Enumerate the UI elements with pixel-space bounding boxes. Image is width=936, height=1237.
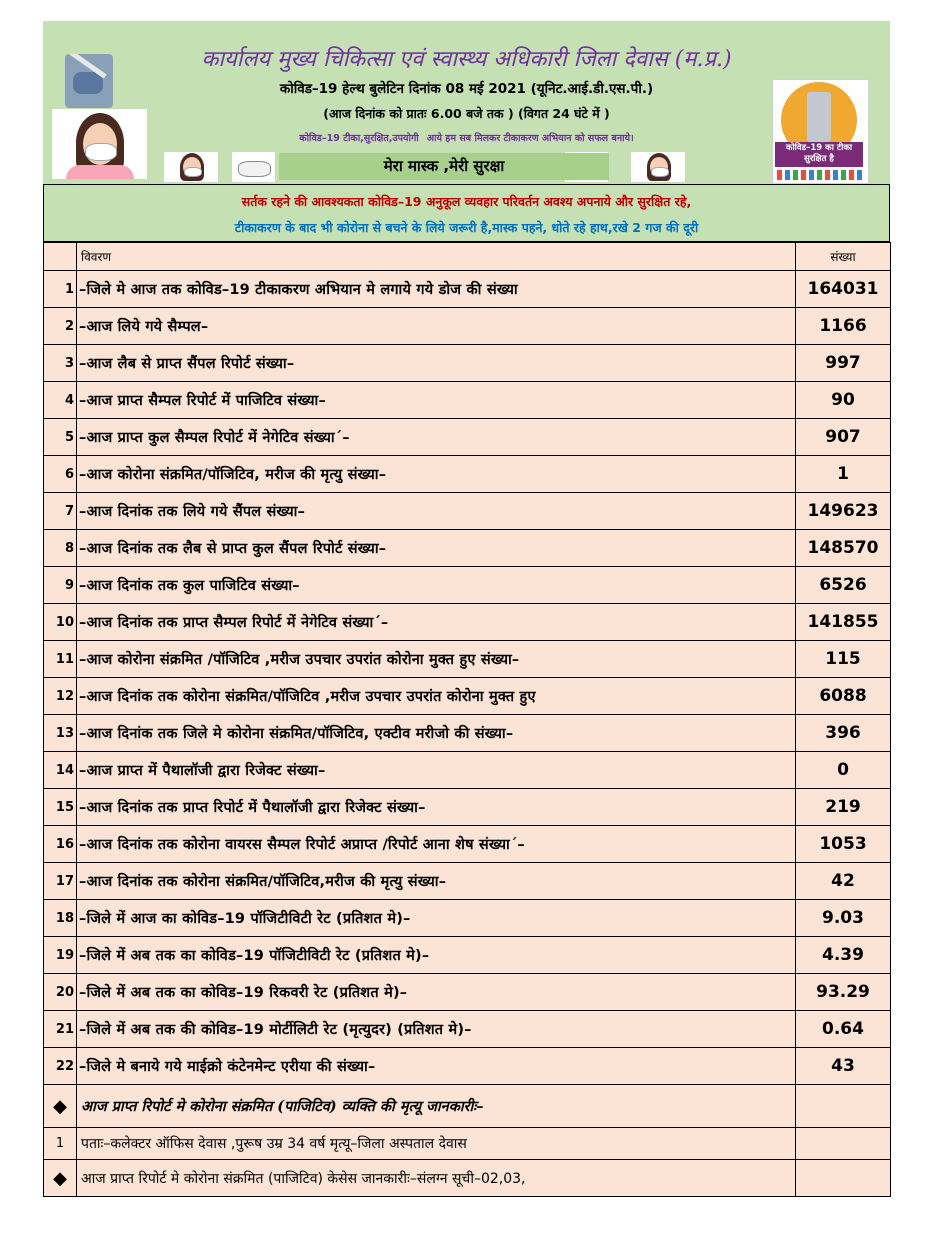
death-info-heading-row bbox=[44, 1085, 891, 1128]
row-number: 3 bbox=[44, 345, 77, 382]
row-value: 6088 bbox=[796, 678, 891, 715]
cases-info-row bbox=[44, 1160, 891, 1197]
bulletin-time-line: (आज दिनांक को प्रातः 6.00 बजे तक ) (विगत 24 घंटे में ) bbox=[323, 106, 610, 121]
table-row bbox=[44, 567, 891, 604]
advisory-notice bbox=[43, 184, 890, 242]
row-number: 12 bbox=[44, 678, 77, 715]
row-description: –आज दिनांक तक कोरोना संक्रमित/पॉजिटिव ,मरीज उपचार उपरांत कोरोना मुक्त हुए bbox=[77, 678, 796, 715]
row-number: 11 bbox=[44, 641, 77, 678]
table-row bbox=[44, 863, 891, 900]
row-number: 4 bbox=[44, 382, 77, 419]
row-value: 1166 bbox=[796, 308, 891, 345]
row-description: –आज दिनांक तक कोरोना वायरस सैम्पल रिपोर्ट अप्राप्त /रिपोर्ट आना शेष संख्या´– bbox=[77, 826, 796, 863]
diamond-bullet-icon: ◆ bbox=[44, 1085, 77, 1128]
row-description: –जिले में अब तक का कोविड–19 रिकवरी रेट (प्रतिशत मे)– bbox=[77, 974, 796, 1011]
header-desc-cell: विवरण bbox=[77, 243, 796, 271]
vaccine-slogan-line bbox=[43, 131, 890, 144]
row-value: 1053 bbox=[796, 826, 891, 863]
row-value: 9.03 bbox=[796, 900, 891, 937]
row-value: 907 bbox=[796, 419, 891, 456]
table-row bbox=[44, 974, 891, 1011]
row-description: –जिले मे आज तक कोविड–19 टीकाकरण अभियान मे लगाये गये डोज की संख्या bbox=[77, 271, 796, 308]
row-number: 19 bbox=[44, 937, 77, 974]
row-value: 90 bbox=[796, 382, 891, 419]
row-value: 164031 bbox=[796, 271, 891, 308]
row-description: –आज दिनांक तक कुल पाजिटिव संख्या– bbox=[77, 567, 796, 604]
table-row bbox=[44, 641, 891, 678]
advisory-line1: सर्तक रहने की आवश्यकता कोविड–19 अनुकूल व्यवहार परिवर्तन अवश्य अपनाये और सुरक्षित रहे, bbox=[241, 194, 692, 209]
table-row bbox=[44, 789, 891, 826]
row-description: –जिले में आज का कोविड–19 पॉजिटीविटी रेट (प्रतिशत मे)– bbox=[77, 900, 796, 937]
row-description: –आज प्राप्त सैम्पल रिपोर्ट में पाजिटिव संख्या– bbox=[77, 382, 796, 419]
row-description: –आज कोरोना संक्रमित/पॉजिटिव, मरीज की मृत्यु संख्या– bbox=[77, 456, 796, 493]
office-title: कार्यालय मुख्य चिकित्सा एवं स्वास्थ्य अधिकारी जिला देवास (म.प्र.) bbox=[201, 47, 732, 72]
bulletin-date-line: कोविड–19 हेल्थ बुलेटिन दिनांक 08 मई 2021 (यूनिट.आई.डी.एस.पी.) bbox=[279, 81, 654, 97]
death-detail-text: पताः–कलेक्टर ऑफिस देवास ,पुरूष उम्र 34 वर्ष मृत्यू–जिला अस्पताल देवास bbox=[77, 1128, 796, 1160]
death-info-heading: आज प्राप्त रिपोर्ट मे कोरोना संक्रमित (पाजिटिव) व्यक्ति की मृत्यू जानकारीः– bbox=[77, 1085, 796, 1128]
row-description: –आज कोरोना संक्रमित /पॉजिटिव ,मरीज उपचार उपरांत कोरोना मुक्त हुए संख्या– bbox=[77, 641, 796, 678]
row-value: 115 bbox=[796, 641, 891, 678]
table-row bbox=[44, 900, 891, 937]
row-number: 7 bbox=[44, 493, 77, 530]
header-num-cell bbox=[44, 243, 77, 271]
row-number: 20 bbox=[44, 974, 77, 1011]
table-row bbox=[44, 715, 891, 752]
row-number: 2 bbox=[44, 308, 77, 345]
table-row bbox=[44, 382, 891, 419]
row-value: 149623 bbox=[796, 493, 891, 530]
row-number: 5 bbox=[44, 419, 77, 456]
row-description: –आज दिनांक तक प्राप्त सैम्पल रिपोर्ट में नेगेटिव संख्या´– bbox=[77, 604, 796, 641]
row-value: 1 bbox=[796, 456, 891, 493]
diamond-bullet-icon: ◆ bbox=[44, 1160, 77, 1197]
row-description: –आज दिनांक तक प्राप्त रिपोर्ट में पैथालॉजी द्वारा रिजेक्ट संख्या– bbox=[77, 789, 796, 826]
empty-cell bbox=[796, 1160, 891, 1197]
statistics-table bbox=[43, 242, 891, 1197]
row-description: –आज प्राप्त में पैथालॉजी द्वारा रिजेक्ट संख्या– bbox=[77, 752, 796, 789]
table-header-row bbox=[44, 243, 891, 271]
row-value: 6526 bbox=[796, 567, 891, 604]
cases-info-text: आज प्राप्त रिपोर्ट मे कोरोना संक्रमित (पाजिटिव) केसेस जानकारीः–संलग्न सूची–02,03, bbox=[77, 1160, 796, 1197]
table-row bbox=[44, 826, 891, 863]
row-value: 148570 bbox=[796, 530, 891, 567]
empty-cell bbox=[796, 1128, 891, 1160]
vaccine-slogan-a: कोविड–19 टीका,सुरक्षित,उपयोगी bbox=[299, 133, 419, 144]
row-description: –आज लैब से प्राप्त सैंपल रिपोर्ट संख्या– bbox=[77, 345, 796, 382]
badge-ribbon bbox=[775, 142, 863, 167]
mask-slogan: मेरा मास्क ,मेरी सुरक्षा bbox=[279, 153, 609, 180]
empty-cell bbox=[796, 1085, 891, 1128]
row-number: 18 bbox=[44, 900, 77, 937]
row-number: 16 bbox=[44, 826, 77, 863]
row-value: 0 bbox=[796, 752, 891, 789]
row-number: 17 bbox=[44, 863, 77, 900]
row-number: 10 bbox=[44, 604, 77, 641]
table-row bbox=[44, 419, 891, 456]
row-number: 21 bbox=[44, 1011, 77, 1048]
advisory-line2: टीकाकरण के बाद भी कोरोना से बचने के लिये जरूरी है,मास्क पहने, धोते रहे हाथ,रखे 2 गज की दूरी bbox=[234, 220, 699, 235]
badge-line1: कोविड–19 का टीका bbox=[785, 143, 853, 153]
table-row bbox=[44, 345, 891, 382]
row-description: –आज लिये गये सैम्पल– bbox=[77, 308, 796, 345]
row-value: 396 bbox=[796, 715, 891, 752]
row-value: 93.29 bbox=[796, 974, 891, 1011]
table-row bbox=[44, 1011, 891, 1048]
row-number: 15 bbox=[44, 789, 77, 826]
row-description: –आज दिनांक तक लैब से प्राप्त कुल सैंपल रिपोर्ट संख्या– bbox=[77, 530, 796, 567]
header-value-cell: संख्या bbox=[796, 243, 891, 271]
row-number: 22 bbox=[44, 1048, 77, 1085]
table-row bbox=[44, 271, 891, 308]
row-description: –जिले में अब तक का कोविड–19 पॉजिटीविटी रेट (प्रतिशत मे)– bbox=[77, 937, 796, 974]
table-row bbox=[44, 530, 891, 567]
table-row bbox=[44, 1048, 891, 1085]
row-value: 141855 bbox=[796, 604, 891, 641]
table-row bbox=[44, 493, 891, 530]
row-description: –जिले में अब तक की कोविड–19 मोर्टीलिटी रेट (मृत्युदर) (प्रतिशत मे)– bbox=[77, 1011, 796, 1048]
crowd-icon bbox=[777, 170, 863, 180]
row-number: 9 bbox=[44, 567, 77, 604]
table-row bbox=[44, 937, 891, 974]
table-row bbox=[44, 308, 891, 345]
row-description: –आज दिनांक तक लिये गये सैंपल संख्या– bbox=[77, 493, 796, 530]
row-number: 8 bbox=[44, 530, 77, 567]
masked-girl-small-icon bbox=[164, 152, 218, 182]
row-description: –जिले मे बनाये गये माईक्रो कंटेनमेन्ट एरीया की संख्या– bbox=[77, 1048, 796, 1085]
row-value: 42 bbox=[796, 863, 891, 900]
death-detail-row bbox=[44, 1128, 891, 1160]
row-description: –आज दिनांक तक कोरोना संक्रमित/पॉजिटिव,मरीज की मृत्यु संख्या– bbox=[77, 863, 796, 900]
bulletin-header bbox=[43, 21, 890, 184]
death-detail-num: 1 bbox=[44, 1128, 77, 1160]
row-description: –आज दिनांक तक जिले मे कोरोना संक्रमित/पॉजिटिव, एक्टीव मरीजो की संख्या– bbox=[77, 715, 796, 752]
row-value: 43 bbox=[796, 1048, 891, 1085]
table-row bbox=[44, 604, 891, 641]
row-value: 4.39 bbox=[796, 937, 891, 974]
badge-line2: सुरक्षित है bbox=[804, 154, 834, 164]
row-value: 0.64 bbox=[796, 1011, 891, 1048]
table-row bbox=[44, 752, 891, 789]
row-number: 13 bbox=[44, 715, 77, 752]
row-number: 1 bbox=[44, 271, 77, 308]
bulletin-sheet bbox=[43, 21, 890, 1197]
row-value: 997 bbox=[796, 345, 891, 382]
masked-girl-small-icon bbox=[631, 152, 685, 182]
table-row bbox=[44, 456, 891, 493]
face-mask-icon bbox=[232, 152, 275, 182]
row-number: 14 bbox=[44, 752, 77, 789]
row-description: –आज प्राप्त कुल सैम्पल रिपोर्ट में नेगेटिव संख्या´– bbox=[77, 419, 796, 456]
row-number: 6 bbox=[44, 456, 77, 493]
vaccine-slogan-b: आये हम सब मिलकर टीकाकरण अभियान को सफल बनाये। bbox=[426, 133, 634, 144]
table-row bbox=[44, 678, 891, 715]
row-value: 219 bbox=[796, 789, 891, 826]
